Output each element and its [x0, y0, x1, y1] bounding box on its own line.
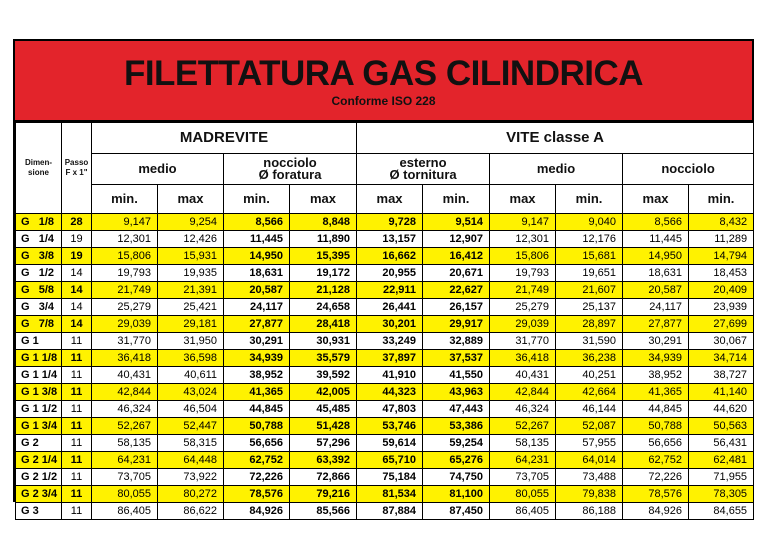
table-row — [16, 384, 754, 401]
cell-value: 12,907 — [423, 231, 490, 248]
cell-value: 19,172 — [290, 265, 357, 282]
cell-value: 30,291 — [224, 333, 290, 350]
cell-value: 64,231 — [490, 452, 556, 469]
cell-value: 18,453 — [689, 265, 754, 282]
cell-value: 15,806 — [490, 248, 556, 265]
cell-value: 37,897 — [357, 350, 423, 367]
header-col-label: max — [357, 185, 423, 214]
cell-value: 30,201 — [357, 316, 423, 333]
cell-value: 13,157 — [357, 231, 423, 248]
cell-passo: 14 — [62, 282, 92, 299]
cell-value: 86,405 — [490, 503, 556, 520]
cell-value: 12,176 — [556, 231, 623, 248]
cell-value: 42,664 — [556, 384, 623, 401]
cell-value: 12,301 — [92, 231, 158, 248]
cell-value: 12,426 — [158, 231, 224, 248]
cell-value: 42,005 — [290, 384, 357, 401]
cell-value: 74,750 — [423, 469, 490, 486]
cell-value: 78,576 — [623, 486, 689, 503]
cell-value: 27,877 — [623, 316, 689, 333]
header-dimensione: Dimen- sione — [16, 123, 62, 214]
cell-value: 8,432 — [689, 214, 754, 231]
cell-value: 56,656 — [224, 435, 290, 452]
cell-value: 11,445 — [623, 231, 689, 248]
table-row — [16, 418, 754, 435]
cell-value: 29,039 — [92, 316, 158, 333]
cell-value: 28,897 — [556, 316, 623, 333]
cell-value: 53,746 — [357, 418, 423, 435]
cell-value: 87,450 — [423, 503, 490, 520]
cell-value: 30,931 — [290, 333, 357, 350]
cell-value: 53,386 — [423, 418, 490, 435]
cell-value: 11,289 — [689, 231, 754, 248]
cell-value: 12,301 — [490, 231, 556, 248]
cell-passo: 19 — [62, 231, 92, 248]
cell-dimensione: G 3 — [16, 503, 62, 520]
cell-value: 42,844 — [490, 384, 556, 401]
cell-passo: 14 — [62, 316, 92, 333]
table-row — [16, 333, 754, 350]
cell-passo: 11 — [62, 503, 92, 520]
cell-value: 36,418 — [490, 350, 556, 367]
cell-value: 18,631 — [623, 265, 689, 282]
header-col-label: min. — [423, 185, 490, 214]
header-col-label: max — [290, 185, 357, 214]
cell-dimensione: G 1/4 — [16, 231, 62, 248]
cell-value: 9,254 — [158, 214, 224, 231]
cell-value: 33,249 — [357, 333, 423, 350]
cell-value: 59,614 — [357, 435, 423, 452]
cell-value: 28,418 — [290, 316, 357, 333]
cell-value: 24,658 — [290, 299, 357, 316]
cell-dimensione: G 2 — [16, 435, 62, 452]
cell-value: 9,728 — [357, 214, 423, 231]
cell-value: 44,845 — [224, 401, 290, 418]
cell-value: 27,699 — [689, 316, 754, 333]
cell-value: 19,935 — [158, 265, 224, 282]
cell-value: 40,251 — [556, 367, 623, 384]
cell-value: 20,955 — [357, 265, 423, 282]
header-nocciolo-foratura: nocciolo Ø foratura — [224, 154, 357, 185]
cell-dimensione: G 1 1/8 — [16, 350, 62, 367]
cell-value: 52,267 — [92, 418, 158, 435]
cell-value: 40,431 — [490, 367, 556, 384]
cell-value: 52,087 — [556, 418, 623, 435]
header-vite: VITE classe A — [357, 123, 754, 154]
thread-table-sheet — [13, 39, 754, 517]
cell-value: 9,514 — [423, 214, 490, 231]
cell-value: 19,793 — [490, 265, 556, 282]
cell-value: 41,550 — [423, 367, 490, 384]
cell-value: 45,485 — [290, 401, 357, 418]
cell-dimensione: G 1/2 — [16, 265, 62, 282]
cell-value: 50,788 — [224, 418, 290, 435]
cell-passo: 11 — [62, 469, 92, 486]
cell-value: 62,752 — [623, 452, 689, 469]
cell-passo: 28 — [62, 214, 92, 231]
table-row — [16, 282, 754, 299]
cell-value: 44,845 — [623, 401, 689, 418]
cell-value: 34,939 — [623, 350, 689, 367]
cell-value: 21,391 — [158, 282, 224, 299]
cell-dimensione: G 5/8 — [16, 282, 62, 299]
cell-value: 84,655 — [689, 503, 754, 520]
cell-passo: 11 — [62, 333, 92, 350]
cell-value: 38,952 — [623, 367, 689, 384]
table-row — [16, 350, 754, 367]
cell-value: 73,705 — [92, 469, 158, 486]
cell-passo: 14 — [62, 265, 92, 282]
cell-value: 8,566 — [224, 214, 290, 231]
table-row — [16, 265, 754, 282]
cell-value: 64,448 — [158, 452, 224, 469]
cell-value: 57,296 — [290, 435, 357, 452]
cell-value: 41,365 — [623, 384, 689, 401]
cell-passo: 14 — [62, 299, 92, 316]
cell-value: 46,504 — [158, 401, 224, 418]
header-medio-vite: medio — [490, 154, 623, 185]
header-nocciolo: nocciolo — [623, 154, 754, 185]
cell-value: 56,431 — [689, 435, 754, 452]
cell-value: 47,443 — [423, 401, 490, 418]
header-esterno-tornitura: esterno Ø tornitura — [357, 154, 490, 185]
cell-value: 51,428 — [290, 418, 357, 435]
table-body — [16, 214, 754, 520]
cell-value: 22,911 — [357, 282, 423, 299]
cell-value: 21,607 — [556, 282, 623, 299]
cell-value: 50,788 — [623, 418, 689, 435]
cell-value: 24,117 — [623, 299, 689, 316]
cell-value: 85,566 — [290, 503, 357, 520]
cell-value: 80,055 — [490, 486, 556, 503]
cell-value: 80,272 — [158, 486, 224, 503]
cell-value: 81,534 — [357, 486, 423, 503]
cell-value: 41,365 — [224, 384, 290, 401]
header-col-label: max — [623, 185, 689, 214]
cell-value: 29,181 — [158, 316, 224, 333]
cell-dimensione: G 1 3/8 — [16, 384, 62, 401]
table-row — [16, 503, 754, 520]
cell-dimensione: G 7/8 — [16, 316, 62, 333]
cell-value: 75,184 — [357, 469, 423, 486]
table-row — [16, 435, 754, 452]
cell-value: 79,838 — [556, 486, 623, 503]
cell-value: 72,866 — [290, 469, 357, 486]
cell-value: 78,305 — [689, 486, 754, 503]
cell-value: 9,147 — [92, 214, 158, 231]
header-madrevite: MADREVITE — [92, 123, 357, 154]
cell-value: 40,611 — [158, 367, 224, 384]
cell-passo: 11 — [62, 452, 92, 469]
cell-value: 8,566 — [623, 214, 689, 231]
cell-value: 58,135 — [92, 435, 158, 452]
page-subtitle: Conforme ISO 228 — [331, 94, 436, 108]
cell-value: 65,710 — [357, 452, 423, 469]
table-row — [16, 452, 754, 469]
cell-value: 16,662 — [357, 248, 423, 265]
cell-value: 78,576 — [224, 486, 290, 503]
cell-value: 21,128 — [290, 282, 357, 299]
cell-value: 8,848 — [290, 214, 357, 231]
cell-value: 31,950 — [158, 333, 224, 350]
title-banner — [15, 41, 752, 122]
cell-value: 30,067 — [689, 333, 754, 350]
cell-dimensione: G 2 3/4 — [16, 486, 62, 503]
cell-value: 64,231 — [92, 452, 158, 469]
cell-value: 86,188 — [556, 503, 623, 520]
cell-dimensione: G 1/8 — [16, 214, 62, 231]
cell-value: 38,952 — [224, 367, 290, 384]
header-col-label: min. — [689, 185, 754, 214]
cell-value: 62,752 — [224, 452, 290, 469]
header-medio: medio — [92, 154, 224, 185]
cell-value: 19,793 — [92, 265, 158, 282]
minmax-header-row — [16, 185, 754, 214]
header-col-label: min. — [92, 185, 158, 214]
cell-value: 21,749 — [490, 282, 556, 299]
cell-value: 23,939 — [689, 299, 754, 316]
cell-value: 79,216 — [290, 486, 357, 503]
cell-dimensione: G 1 3/4 — [16, 418, 62, 435]
cell-value: 15,931 — [158, 248, 224, 265]
cell-value: 20,409 — [689, 282, 754, 299]
cell-value: 29,039 — [490, 316, 556, 333]
header-col-label: max — [158, 185, 224, 214]
cell-value: 38,727 — [689, 367, 754, 384]
cell-dimensione: G 3/8 — [16, 248, 62, 265]
cell-value: 25,421 — [158, 299, 224, 316]
cell-value: 9,147 — [490, 214, 556, 231]
cell-value: 73,488 — [556, 469, 623, 486]
table-row — [16, 231, 754, 248]
cell-dimensione: G 3/4 — [16, 299, 62, 316]
cell-value: 84,926 — [623, 503, 689, 520]
table-row — [16, 401, 754, 418]
table-row — [16, 316, 754, 333]
table-row — [16, 469, 754, 486]
cell-value: 26,157 — [423, 299, 490, 316]
cell-value: 44,620 — [689, 401, 754, 418]
cell-passo: 19 — [62, 248, 92, 265]
cell-value: 86,405 — [92, 503, 158, 520]
cell-value: 32,889 — [423, 333, 490, 350]
header-col-label: min. — [556, 185, 623, 214]
cell-value: 24,117 — [224, 299, 290, 316]
cell-value: 15,806 — [92, 248, 158, 265]
header-col-label: min. — [224, 185, 290, 214]
cell-value: 40,431 — [92, 367, 158, 384]
cell-passo: 11 — [62, 401, 92, 418]
cell-value: 37,537 — [423, 350, 490, 367]
cell-value: 50,563 — [689, 418, 754, 435]
cell-value: 9,040 — [556, 214, 623, 231]
cell-value: 36,598 — [158, 350, 224, 367]
cell-value: 20,587 — [224, 282, 290, 299]
cell-value: 15,395 — [290, 248, 357, 265]
cell-value: 31,590 — [556, 333, 623, 350]
cell-value: 26,441 — [357, 299, 423, 316]
cell-value: 39,592 — [290, 367, 357, 384]
cell-value: 73,922 — [158, 469, 224, 486]
table-row — [16, 486, 754, 503]
cell-value: 41,140 — [689, 384, 754, 401]
cell-value: 62,481 — [689, 452, 754, 469]
cell-value: 41,910 — [357, 367, 423, 384]
cell-value: 21,749 — [92, 282, 158, 299]
header-col-label: max — [490, 185, 556, 214]
table-row — [16, 248, 754, 265]
cell-value: 44,323 — [357, 384, 423, 401]
cell-value: 22,627 — [423, 282, 490, 299]
cell-value: 72,226 — [224, 469, 290, 486]
cell-value: 65,276 — [423, 452, 490, 469]
cell-value: 11,445 — [224, 231, 290, 248]
cell-value: 64,014 — [556, 452, 623, 469]
cell-value: 58,315 — [158, 435, 224, 452]
cell-value: 84,926 — [224, 503, 290, 520]
cell-passo: 11 — [62, 367, 92, 384]
cell-dimensione: G 2 1/2 — [16, 469, 62, 486]
cell-value: 72,226 — [623, 469, 689, 486]
cell-dimensione: G 1 1/4 — [16, 367, 62, 384]
cell-value: 31,770 — [490, 333, 556, 350]
cell-passo: 11 — [62, 486, 92, 503]
cell-value: 58,135 — [490, 435, 556, 452]
cell-value: 71,955 — [689, 469, 754, 486]
cell-value: 25,137 — [556, 299, 623, 316]
cell-value: 87,884 — [357, 503, 423, 520]
cell-value: 46,324 — [92, 401, 158, 418]
cell-value: 42,844 — [92, 384, 158, 401]
cell-value: 35,579 — [290, 350, 357, 367]
table-row — [16, 367, 754, 384]
cell-value: 59,254 — [423, 435, 490, 452]
cell-value: 19,651 — [556, 265, 623, 282]
cell-value: 52,447 — [158, 418, 224, 435]
cell-value: 30,291 — [623, 333, 689, 350]
cell-value: 18,631 — [224, 265, 290, 282]
table-row — [16, 299, 754, 316]
cell-value: 29,917 — [423, 316, 490, 333]
cell-value: 31,770 — [92, 333, 158, 350]
header-passo: Passo F x 1" — [62, 123, 92, 214]
page-title: FILETTATURA GAS CILINDRICA — [123, 54, 644, 93]
cell-value: 25,279 — [92, 299, 158, 316]
cell-value: 15,681 — [556, 248, 623, 265]
cell-value: 56,656 — [623, 435, 689, 452]
cell-value: 34,714 — [689, 350, 754, 367]
cell-passo: 11 — [62, 350, 92, 367]
cell-value: 43,963 — [423, 384, 490, 401]
cell-value: 34,939 — [224, 350, 290, 367]
cell-passo: 11 — [62, 384, 92, 401]
cell-value: 36,418 — [92, 350, 158, 367]
cell-value: 52,267 — [490, 418, 556, 435]
cell-value: 86,622 — [158, 503, 224, 520]
cell-value: 57,955 — [556, 435, 623, 452]
cell-value: 14,950 — [623, 248, 689, 265]
cell-value: 14,794 — [689, 248, 754, 265]
cell-value: 25,279 — [490, 299, 556, 316]
cell-passo: 11 — [62, 418, 92, 435]
cell-value: 43,024 — [158, 384, 224, 401]
cell-value: 16,412 — [423, 248, 490, 265]
cell-value: 46,144 — [556, 401, 623, 418]
cell-value: 80,055 — [92, 486, 158, 503]
cell-passo: 11 — [62, 435, 92, 452]
cell-value: 20,671 — [423, 265, 490, 282]
cell-dimensione: G 1 — [16, 333, 62, 350]
cell-value: 47,803 — [357, 401, 423, 418]
cell-value: 11,890 — [290, 231, 357, 248]
thread-dimensions-table — [15, 122, 754, 520]
cell-value: 63,392 — [290, 452, 357, 469]
cell-value: 27,877 — [224, 316, 290, 333]
cell-dimensione: G 1 1/2 — [16, 401, 62, 418]
table-row — [16, 214, 754, 231]
cell-dimensione: G 2 1/4 — [16, 452, 62, 469]
cell-value: 81,100 — [423, 486, 490, 503]
cell-value: 14,950 — [224, 248, 290, 265]
cell-value: 46,324 — [490, 401, 556, 418]
cell-value: 36,238 — [556, 350, 623, 367]
cell-value: 20,587 — [623, 282, 689, 299]
cell-value: 73,705 — [490, 469, 556, 486]
